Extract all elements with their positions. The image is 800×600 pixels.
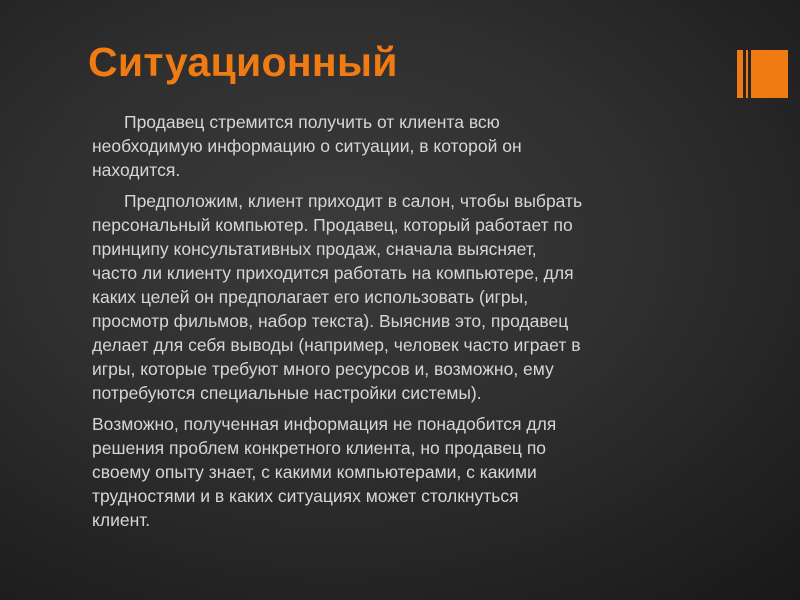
paragraph-example: Предположим, клиент приходит в салон, чтобы выбрать персональный компьютер. Продавец, который работает по принципу консультативных продаж, сначала выясняет, часто ли клиенту приходится работать на компьютере, для каких целей он предполагает его использовать (игры, просмотр фильмов, набор текста). Выяснив это, продавец делает для себя выводы (например, человек часто играет в игры, которые требуют много ресурсов и, возможно, ему потребуются специальные настройки системы). <box>92 191 583 403</box>
accent-bars-decoration <box>737 50 788 98</box>
slide-body <box>92 110 722 532</box>
accent-bar-thin <box>746 50 748 98</box>
slide-title: Ситуационный <box>88 39 398 85</box>
accent-bar-block <box>751 50 788 98</box>
paragraph-situation-intro: Продавец стремится получить от клиента всю необходимую информацию о ситуации, в которой он находится. <box>92 112 522 180</box>
accent-bar-thick <box>737 50 743 98</box>
paragraph-conclusion: Возможно, полученная информация не понадобится для решения проблем конкретного клиента, но продавец по своему опыту знает, с какими компьютерами, с какими трудностями и в каких ситуациях может столкнуться клиент. <box>92 414 557 530</box>
